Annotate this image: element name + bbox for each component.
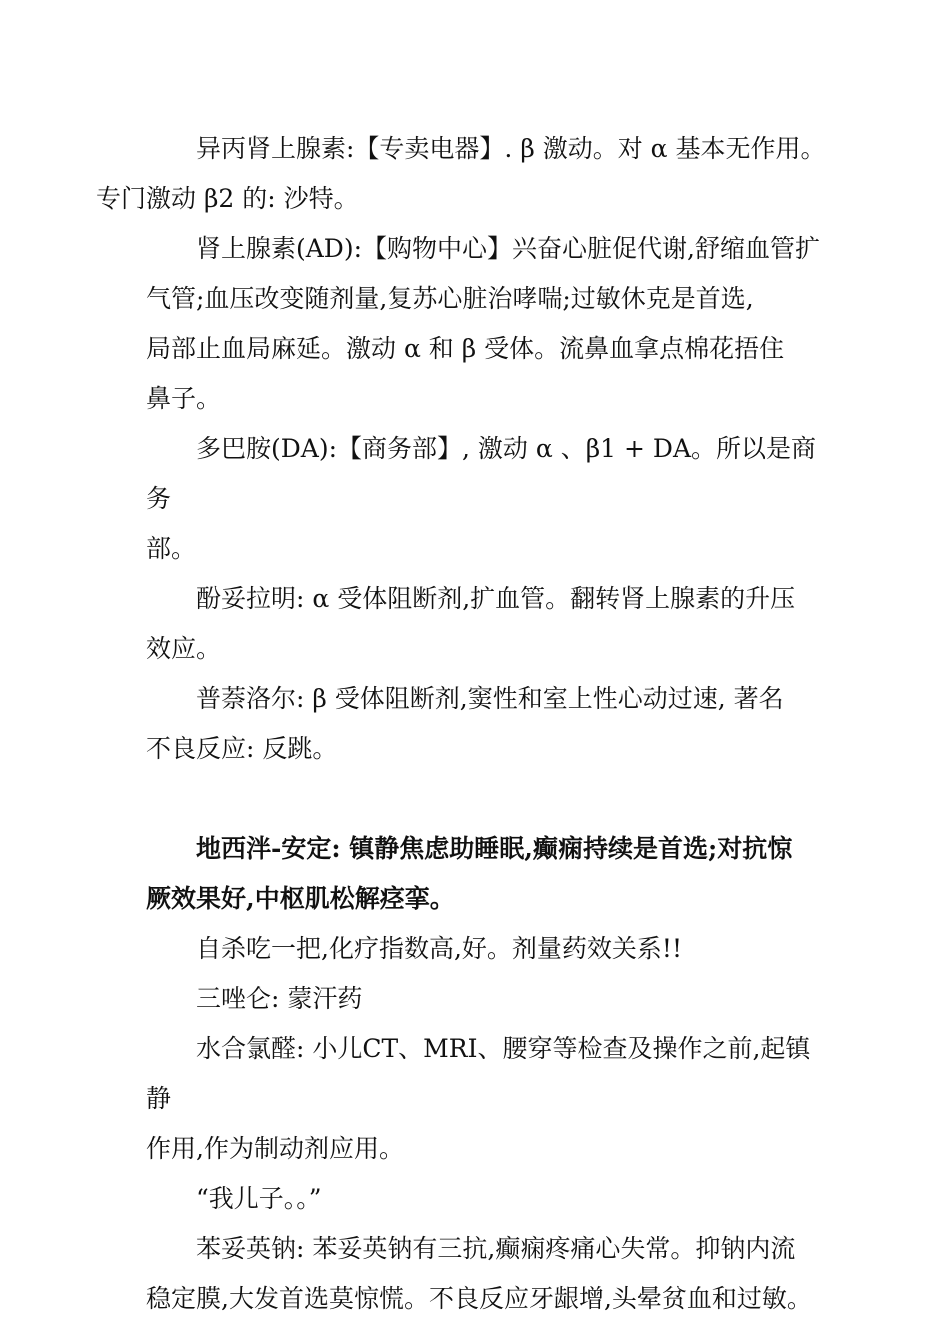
paragraph-isoprenaline [96,124,826,224]
paragraph-dopamine [146,424,826,574]
text-line: “我儿子。。” [196,1184,322,1213]
paragraph-phentolamine [146,574,826,674]
text-line: 地西泮-安定: 镇静焦虑助睡眠,癫痫持续是首选;对抗惊 [196,834,793,863]
text-line: 普萘洛尔: β 受体阻断剂,窦性和室上性心动过速, 著名 [196,684,784,713]
text-line: 自杀吃一把,化疗指数高,好。剂量药效关系!! [196,934,682,963]
text-line: 稳定膜,大发首选莫惊慌。不良反应牙龈增,头晕贫血和过敏。 [146,1284,812,1313]
text-line: 酚妥拉明: α 受体阻断剂,扩血管。翻转肾上腺素的升压 [196,584,796,613]
paragraph-adrenaline [146,224,826,424]
paragraph-propranolol [146,674,826,774]
text-line: 厥效果好,中枢肌松解痉挛。 [146,884,455,913]
paragraph-chloral-hydrate [146,1024,826,1174]
text-line: 专门激动 β2 的: 沙特。 [96,184,359,213]
text-line: 效应。 [146,634,222,663]
text-line: 异丙肾上腺素:【专卖电器】. β 激动。对 α 基本无作用。 [196,134,826,163]
paragraph-diazepam [146,824,826,924]
text-line: 多巴胺(DA):【商务部】, 激动 α 、β1 + DA。所以是商务 [146,434,816,513]
paragraph-triazolam [146,974,826,1024]
paragraph-overdose-note [146,924,826,974]
document-body [96,124,826,1324]
text-line: 局部止血局麻延。激动 α 和 β 受体。流鼻血拿点棉花捂住 [146,334,785,363]
paragraph-quote [146,1174,826,1224]
text-line: 不良反应: 反跳。 [146,734,338,763]
text-line: 鼻子。 [146,384,222,413]
text-line: 苯妥英钠: 苯妥英钠有三抗,癫痫疼痛心失常。抑钠内流 [196,1234,796,1263]
text-line: 三唑仑: 蒙汗药 [196,984,363,1013]
paragraph-phenytoin [146,1224,826,1324]
blank-line [146,774,826,824]
text-line: 肾上腺素(AD):【购物中心】兴奋心脏促代谢,舒缩血管扩 [196,234,820,263]
text-line: 水合氯醛: 小儿CT、MRI、腰穿等检查及操作之前,起镇静 [146,1034,811,1113]
text-line: 气管;血压改变随剂量,复苏心脏治哮喘;过敏休克是首选, [146,284,754,313]
text-line: 作用,作为制动剂应用。 [146,1134,404,1163]
text-line: 部。 [146,534,197,563]
